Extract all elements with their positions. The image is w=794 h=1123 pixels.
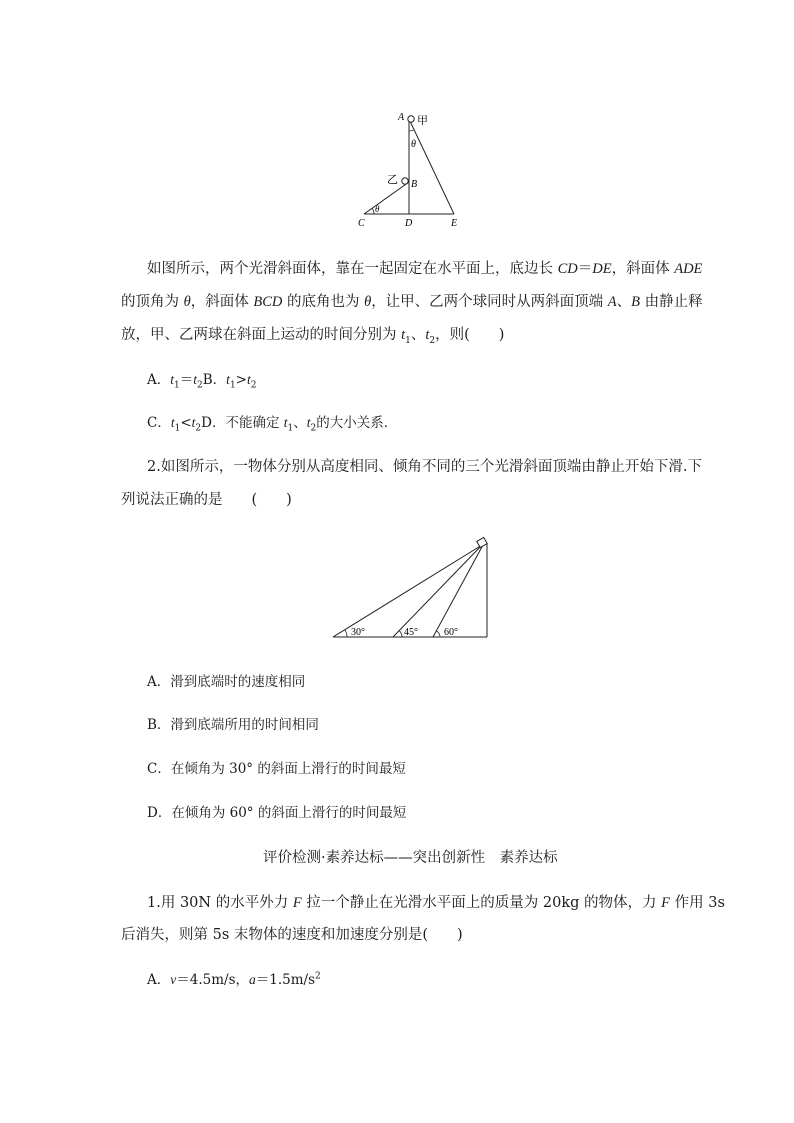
arc-30	[345, 630, 347, 637]
q2-option-d: D．在倾角为 60° 的斜面上滑行的时间最短	[147, 805, 407, 821]
q2-line2: 列说法正确的是 ( )	[121, 492, 292, 508]
incline-45	[393, 545, 482, 637]
q1-option-cd: C．$t_1<t_2D$．不能确定 $t_1$、$t_2$的大小关系．	[147, 415, 398, 434]
label-jia: 甲	[417, 115, 428, 127]
label-b: B	[411, 179, 418, 190]
q3-line1: 1.用 30N 的水平外力 F 拉一个静止在光滑水平面上的质量为 20kg 的物体，力 F 作用 3s	[147, 895, 725, 911]
section-title: 评价检测·素养达标——突出创新性 素养达标	[263, 850, 558, 866]
label-theta-top: θ	[411, 139, 416, 150]
line-ae	[409, 119, 454, 214]
label-yi: 乙	[387, 174, 398, 186]
q2-option-c: C．在倾角为 30° 的斜面上滑行的时间最短	[147, 761, 406, 777]
label-d: D	[405, 218, 413, 229]
angle-label-30: 30°	[351, 627, 365, 638]
sliding-block	[477, 537, 487, 547]
incline-30	[333, 545, 482, 637]
q1-option-ab: A．$t_1=t_2B$．$t_1>t_2$	[147, 372, 257, 391]
q2-option-b: B．滑到底端所用的时间相同	[147, 717, 319, 733]
q1-line1: 如图所示，两个光滑斜面体，靠在一起固定在水平面上，底边长 CD＝DE，斜面体 ADE	[147, 261, 703, 277]
label-c: C	[358, 218, 365, 229]
label-a: A	[398, 112, 405, 123]
q2-line1: 2.如图所示，一物体分别从高度相同、倾角不同的三个光滑斜面顶端由静止开始下滑.下	[147, 459, 702, 475]
arc-60	[437, 631, 441, 637]
q1-line3: 放，甲、乙两球在斜面上运动的时间分别为 $t_1$、$t_2$，则( )	[121, 327, 505, 346]
arc-45	[399, 630, 402, 637]
label-e: E	[451, 218, 458, 229]
q2-option-a: A．滑到底端时的速度相同	[147, 674, 306, 690]
q3-line2: 后消失，则第 5s 末物体的速度和加速度分别是( )	[121, 927, 463, 943]
line-bc	[364, 182, 409, 214]
angle-label-60: 60°	[444, 627, 458, 638]
figure-inclines-abde	[350, 108, 470, 233]
figure-three-inclines	[330, 536, 490, 640]
label-theta-bottom: θ	[375, 204, 380, 214]
angle-arc-top	[409, 130, 414, 131]
q3-option-a: A．v＝4.5m/s，$a=1.5m/s^2$	[147, 971, 321, 988]
ball-jia	[408, 116, 414, 122]
angle-arc-bottom	[372, 208, 374, 214]
ball-yi	[402, 178, 408, 184]
q1-line2: 的顶角为 θ，斜面体 BCD 的底角也为 θ，让甲、乙两个球同时从两斜面顶端 A、B 由静止释	[121, 294, 703, 310]
angle-label-45: 45°	[404, 627, 418, 638]
incline-60	[433, 545, 483, 637]
